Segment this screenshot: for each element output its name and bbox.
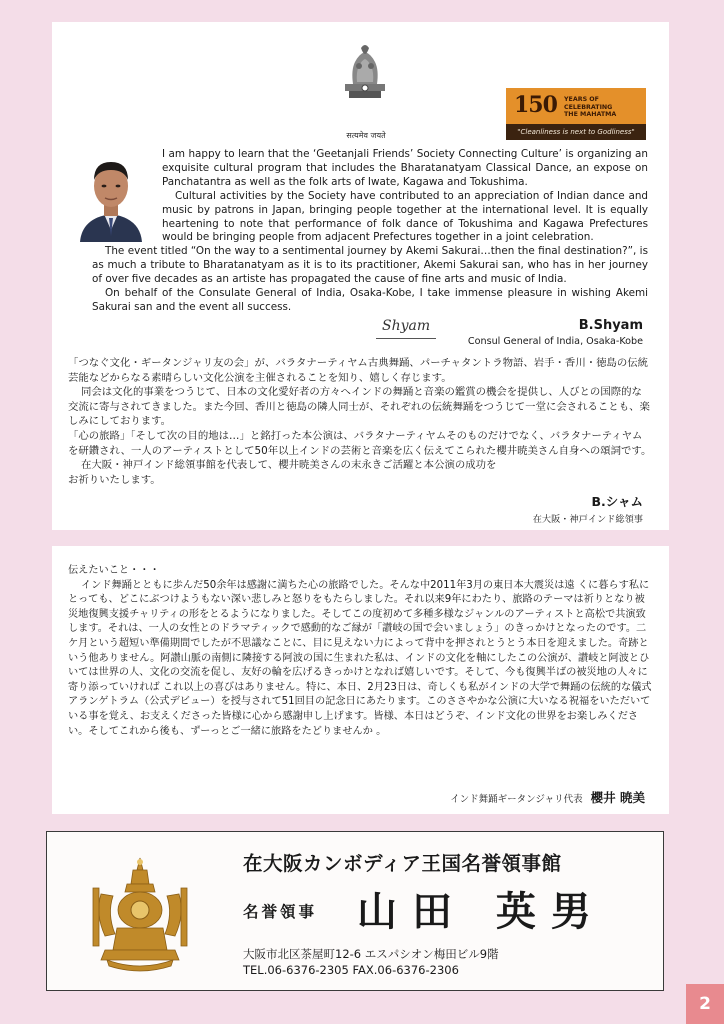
artist-signature xyxy=(450,788,645,806)
badge-slogan: "Cleanliness is next to Godliness" xyxy=(506,124,646,140)
japanese-paragraph-3: 「心の旅路」「そして次の目的地は…」と銘打った本公演は、バラタナーティヤムそのものだけでなく、バラタナーティヤムを研鑽され、一人のアーティストとして50年以上インドの芸術と音楽を広く伝えてこられた櫻井暁美さん自身への頌詞です。 xyxy=(68,429,652,457)
english-paragraph-2: Cultural activities by the Society have contributed to an appreciation of Indian dance and music by patrons in Japan, bringing people together at the international level. It is equally heartening to note that performance of folk dance of Tokushima and Kagawa Prefectures would be bringing people from adjacent Prefectures together in a joint celebration. xyxy=(162,189,648,244)
badge-years-text: YEARS OF CELEBRATING THE MAHATMA xyxy=(564,96,617,118)
english-signatory-title: Consul General of India, Osaka-Kobe xyxy=(467,336,643,347)
gandhi-150-badge xyxy=(506,88,646,140)
consulate-contact: TEL.06-6376-2305 FAX.06-6376-2306 xyxy=(243,963,459,977)
consulate-name: 在大阪カンボディア王国名誉領事館 xyxy=(243,852,562,875)
japanese-signatory-name: B.シャム xyxy=(591,494,643,509)
message-body: インド舞踊とともに歩んだ50余年は感謝に満ちた心の旅路でした。そんな中2011年3月の東日本大震災は遠 くに暮らす私にとっても、どこにぶつけようもない深い悲しみと怒りをもたらしました。それ以来9年にわたり、旅路のテーマは祈りとなり被災地復興支援チャリティの形をとるようになりました。そしてこの度初めて多種多様なジャンルのアーティストと高松で共演致します。それは、一人の女性とのドラマティックで感動的なご縁が「讃岐の国で会いましょう」のきっかけとなったのです。二ケ月という超短い準備期間でしたが不思議なことに、目に見えない力によって背中を押されとうとう本日を迎えました。奇跡という他ありません。阿讃山脈の南側に隣接する阿波の国に生まれた私は、インドの文化を軸にしたこの公演が、讃岐と阿波とひいては世界の人、文化の交流を促し、友好の輪を広げるきっかけとなれば嬉しいです。そして、今も復興半ばの被災地の人々に寄り添っていければ これ以上の喜びはありません。特に、本日、2月23日は、奇しくも私がインドの大学で舞踊の伝統的な儀式アランゲトラム（公式デビュー）を授与されて51回目の記念日にあたります。このささやかな公演に大いなる祝福をいただいている事を覚え、お支えくださった皆様に心から感謝申し上げます。皆様、本日はどうぞ、インド文化の世界をお楽しみください。そしてこれから後も、ずーっとご一緒に旅路をたどりませんか 。 xyxy=(68,579,652,737)
cambodia-royal-crest-icon xyxy=(87,854,193,974)
message-heading: 伝えたいこと・・・ xyxy=(68,565,160,576)
honorary-consul-title: 名誉領事 xyxy=(243,902,318,921)
artist-message xyxy=(68,564,654,739)
artist-message-panel xyxy=(52,546,669,814)
japanese-paragraph-1: 「つなぐ文化・ギータンジャリ友の会」が、バラタナーティヤム古典舞踊、パーチャタントラ物語、岩手・香川・徳島の伝統芸能などからなる素晴らしい文化公演を主催されることを知り、嬉しく存じます。 xyxy=(68,357,649,384)
japanese-paragraph-2: 同会は文化的事業をつうじて、日本の文化愛好者の方々へインドの舞踊と音楽の鑑賞の機会を提供し、人びとの国際的な交流に寄与されてきました。また今回、香川と徳島の隣人同士が、それぞれの伝統舞踊をつうじて一堂に会されることも、楽しみにしております。 xyxy=(68,386,650,428)
page-number: 2 xyxy=(686,984,724,1024)
english-signatory-name: B.Shyam xyxy=(578,318,643,333)
japanese-signatory-title: 在大阪・神戸インド総領事 xyxy=(532,514,643,525)
artist-title: インド舞踊ギータンジャリ代表 xyxy=(450,794,583,805)
english-paragraph-4: On behalf of the Consulate General of India, Osaka-Kobe, I take immense pleasure in wishing Akemi Sakurai san and the event all success. xyxy=(92,287,648,313)
consul-signature: Shyam xyxy=(382,318,431,334)
signature-line xyxy=(376,338,436,339)
japanese-letter xyxy=(68,356,652,487)
ashoka-emblem-icon xyxy=(339,40,391,102)
english-letter xyxy=(92,148,648,315)
english-paragraph-1: I am happy to learn that the ‘Geetanjali Friends’ Society Connecting Culture’ is organizing an exquisite cultural program that includes the Bharatanatyam Classical Dance, an expose on Panchatantra as well as the folk arts of Iwate, Kagawa and Tokushima. xyxy=(162,148,648,188)
cambodia-consulate-ad xyxy=(46,831,664,991)
japanese-paragraph-4: 在大阪・神戸インド総領事館を代表して、櫻井暁美さんの末永きご活躍と本公演の成功をお祈りいたします。 xyxy=(68,459,497,486)
badge-number: 150 xyxy=(514,92,557,118)
artist-name: 櫻井 暁美 xyxy=(590,790,645,805)
consulate-address: 大阪市北区茶屋町12-6 エスパシオン梅田ビル9階 xyxy=(243,947,499,961)
consul-message-panel xyxy=(52,22,669,530)
emblem-motto: सत्यमेव जयते xyxy=(346,131,386,140)
english-paragraph-3: The event titled “On the way to a sentimental journey by Akemi Sakurai…then the final destination?”, is as much a tribute to Bharatanatyam as it is to its practitioner, Akemi Sakurai san, who has in her journey of over five decades as an artiste has propagated the cause of fine arts and music of India. xyxy=(92,245,648,286)
honorary-consul-name: 山田 英男 xyxy=(357,888,606,935)
